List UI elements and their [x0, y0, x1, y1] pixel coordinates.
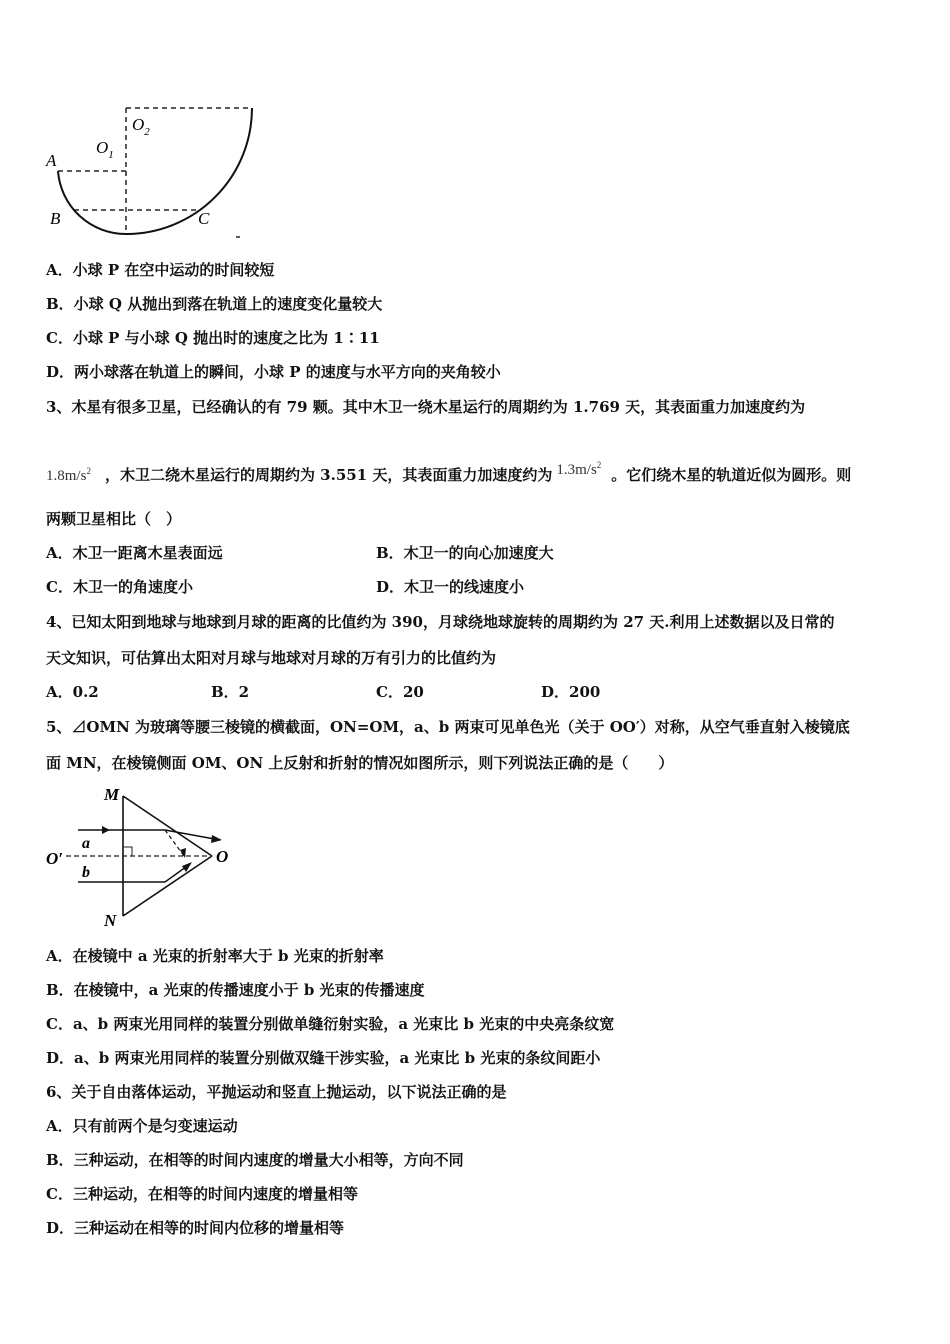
q3-option-c: C．木卫一的角速度小	[46, 578, 193, 596]
q4-option-d: D．200	[541, 683, 601, 701]
label-A: A	[46, 151, 57, 170]
q6-option-c: C．三种运动，在相等的时间内速度的增量相等	[46, 1185, 358, 1203]
label-b: b	[82, 864, 90, 881]
q4-stem-line1: 4、已知太阳到地球与地球到月球的距离的比值约为 390，月球绕地球旋转的周期约为 27 天.利用上述数据以及日常的	[46, 613, 835, 631]
q3-option-b: B．木卫一的向心加速度大	[376, 544, 554, 562]
q3-stem-line2	[46, 455, 851, 486]
label-M: M	[104, 785, 120, 804]
q5-option-a: A．在棱镜中 a 光束的折射率大于 b 光束的折射率	[46, 947, 384, 965]
q3-stem-line3: 两颗卫星相比（ ）	[46, 510, 182, 528]
q5-stem-line2: 面 MN，在棱镜侧面 OM、ON 上反射和折射的情况如图所示，则下列说法正确的是（ ）	[46, 754, 674, 772]
label-O2: $O_2$	[132, 115, 150, 138]
q3-option-a: A．木卫一距离木星表面远	[46, 544, 223, 562]
q3-g2: $1.3m/s^2$	[556, 460, 602, 478]
label-B: B	[50, 209, 61, 228]
prism-figure	[44, 784, 244, 934]
label-O: O	[216, 847, 229, 866]
q3-stem-end: 。它们绕木星的轨道近似为圆形。则	[611, 466, 852, 484]
q5-option-c: C．a、b 两束光用同样的装置分别做单缝衍射实验，a 光束比 b 光束的中央亮条纹宽	[46, 1015, 615, 1033]
q6-option-d: D．三种运动在相等的时间内位移的增量相等	[46, 1219, 345, 1237]
q4-option-b: B．2	[211, 683, 250, 701]
q2-option-c: C．小球 P 与小球 Q 抛出时的速度之比为 1∶11	[46, 329, 380, 347]
q6-option-a: A．只有前两个是匀变速运动	[46, 1117, 238, 1135]
q3-g1: $1.8m/s^2$	[46, 466, 91, 484]
q4-option-c: C．20	[376, 683, 424, 701]
label-O-prime: O′	[46, 849, 64, 868]
q3-option-d: D．木卫一的线速度小	[376, 578, 525, 596]
q6-stem: 6、关于自由落体运动，平抛运动和竖直上抛运动，以下说法正确的是	[46, 1083, 507, 1101]
q5-option-b: B．在棱镜中，a 光束的传播速度小于 b 光束的传播速度	[46, 981, 425, 999]
q5-stem-line1: 5、⊿OMN 为玻璃等腰三棱镜的横截面，ON=OM，a、b 两束可见单色光（关于 OO′）对称，从空气垂直射入棱镜底	[46, 718, 850, 736]
label-C: C	[198, 209, 210, 228]
q4-option-a: A．0.2	[46, 683, 99, 701]
q4-stem-line2: 天文知识，可估算出太阳对月球与地球对月球的万有引力的比值约为	[46, 649, 497, 667]
label-N: N	[104, 911, 117, 930]
q3-stem-line1: 3、木星有很多卫星，已经确认的有 79 颗。其中木卫一绕木星运行的周期约为 1.769 天，其表面重力加速度约为	[46, 398, 806, 416]
label-a: a	[82, 835, 90, 852]
q2-option-d: D．两小球落在轨道上的瞬间，小球 P 的速度与水平方向的夹角较小	[46, 363, 501, 381]
q2-option-a: A．小球 P 在空中运动的时间较短	[46, 261, 275, 279]
q3-stem-mid: ，木卫二绕木星运行的周期约为 3.551 天，其表面重力加速度约为	[104, 466, 553, 484]
q2-option-b: B．小球 Q 从抛出到落在轨道上的速度变化量较大	[46, 295, 383, 313]
track-figure	[40, 100, 270, 245]
q6-option-b: B．三种运动，在相等的时间内速度的增量大小相等，方向不同	[46, 1151, 464, 1169]
label-O1: $O_1$	[96, 138, 114, 161]
q5-option-d: D．a、b 两束光用同样的装置分别做双缝干涉实验，a 光束比 b 光束的条纹间距小	[46, 1049, 601, 1067]
